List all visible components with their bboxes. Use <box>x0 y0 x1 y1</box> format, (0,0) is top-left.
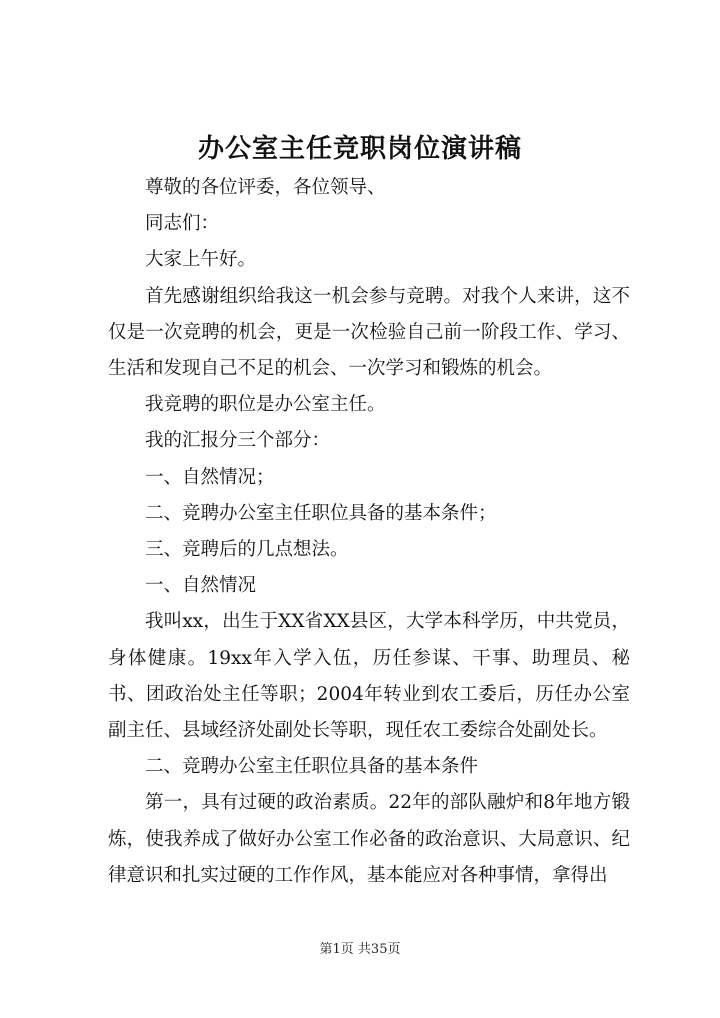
paragraph-thanks: 首先感谢组织给我这一机会参与竞聘。对我个人来讲，这不仅是一次竞聘的机会，更是一次检验自己前一阶段工作、学习、生活和发现自己不足的机会、一次学习和锻炼的机会。 <box>108 285 630 380</box>
paragraph-self-introduction: 我叫xx，出生于XX省XX县区，大学本科学历，中共党员，身体健康。19xx年入学入伍，历任参谋、干事、助理员、秘书、团政治处主任等职；2004年转业到农工委后，历任办公室副主任、县域经济处副处长等职，现任农工委综合处副处长。 <box>108 611 630 742</box>
page-footer: 第1页 共35页 <box>319 942 401 957</box>
document-title: 办公室主任竞职岗位演讲稿 <box>197 134 522 164</box>
paragraph-political-quality: 第一，具有过硬的政治素质。22年的部队融炉和8年地方锻炼，使我养成了做好办公室工作必备的政治意识、大局意识、纪律意识和扎实过硬的工作作风，基本能应对各种事情，拿得出 <box>108 792 630 886</box>
paragraph-good-morning: 大家上午好。 <box>145 249 257 271</box>
paragraph-position: 我竞聘的职位是办公室主任。 <box>145 394 386 416</box>
paragraph-greeting: 尊敬的各位评委，各位领导、 <box>145 177 386 198</box>
section-heading-basic-conditions: 二、竞聘办公室主任职位具备的基本条件 <box>145 756 479 778</box>
paragraph-greeting-continued: 同志们： <box>145 213 220 235</box>
paragraph-outline-item-3: 三、竞聘后的几点想法。 <box>145 539 349 561</box>
paragraph-report-outline: 我的汇报分三个部分： <box>145 430 331 452</box>
section-heading-natural-situation: 一、自然情况 <box>145 575 257 597</box>
paragraph-outline-item-2: 二、竞聘办公室主任职位具备的基本条件； <box>145 502 497 524</box>
paragraph-outline-item-1: 一、自然情况； <box>145 466 275 488</box>
document-body <box>108 170 630 894</box>
